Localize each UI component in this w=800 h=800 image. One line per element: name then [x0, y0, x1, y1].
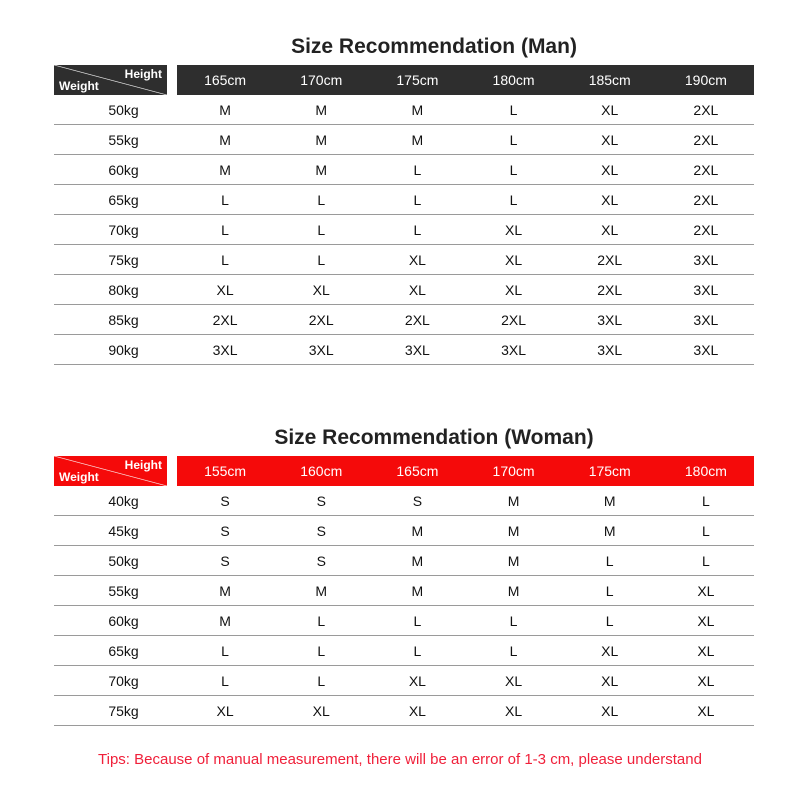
woman-size-cell: M [369, 516, 465, 546]
woman-size-cell: L [369, 636, 465, 666]
row-gap [167, 335, 177, 365]
man-size-cell: M [273, 95, 369, 125]
man-size-cell: 3XL [562, 305, 658, 335]
woman-table-row [54, 606, 754, 636]
woman-size-cell: XL [273, 696, 369, 726]
man-size-cell: L [465, 185, 561, 215]
man-weight-cell: 60kg [54, 155, 167, 185]
woman-weight-cell: 70kg [54, 666, 167, 696]
man-table-row [54, 245, 754, 275]
man-size-cell: L [465, 95, 561, 125]
man-corner-cell [54, 65, 167, 95]
woman-size-cell: XL [562, 666, 658, 696]
woman-size-cell: L [658, 516, 754, 546]
row-gap [167, 305, 177, 335]
woman-size-cell: M [465, 516, 561, 546]
man-size-cell: L [177, 185, 273, 215]
man-size-cell: L [465, 155, 561, 185]
woman-size-cell: M [273, 576, 369, 606]
woman-size-cell: XL [562, 696, 658, 726]
man-size-section [54, 32, 754, 365]
woman-size-cell: L [658, 486, 754, 516]
corner-height-label: Height [124, 458, 162, 472]
woman-table-row [54, 696, 754, 726]
woman-size-cell: M [369, 576, 465, 606]
man-size-cell: 3XL [658, 335, 754, 365]
woman-weight-cell: 75kg [54, 696, 167, 726]
man-size-cell: XL [465, 245, 561, 275]
man-height-header: 175cm [369, 65, 465, 95]
woman-size-cell: XL [369, 666, 465, 696]
man-size-cell: L [177, 245, 273, 275]
woman-height-header: 180cm [658, 456, 754, 486]
man-size-cell: 3XL [273, 335, 369, 365]
man-size-cell: XL [562, 95, 658, 125]
woman-size-section [54, 423, 754, 726]
man-size-cell: XL [465, 215, 561, 245]
woman-size-cell: L [177, 666, 273, 696]
woman-corner-cell [54, 456, 167, 486]
woman-size-cell: XL [562, 636, 658, 666]
man-table-row [54, 215, 754, 245]
man-height-header: 165cm [177, 65, 273, 95]
man-size-cell: 2XL [658, 125, 754, 155]
woman-height-header: 175cm [562, 456, 658, 486]
woman-size-cell: L [273, 666, 369, 696]
man-size-cell: 2XL [658, 155, 754, 185]
row-gap [167, 546, 177, 576]
woman-size-cell: M [177, 606, 273, 636]
woman-table-title: Size Recommendation (Woman) [274, 426, 594, 449]
man-height-header: 190cm [658, 65, 754, 95]
man-size-cell: L [465, 125, 561, 155]
man-size-cell: 3XL [177, 335, 273, 365]
man-size-cell: L [369, 185, 465, 215]
woman-weight-cell: 50kg [54, 546, 167, 576]
header-gap [167, 65, 177, 95]
woman-size-cell: L [177, 636, 273, 666]
man-height-header: 185cm [562, 65, 658, 95]
woman-size-cell: L [562, 546, 658, 576]
woman-size-cell: L [465, 636, 561, 666]
woman-height-header: 155cm [177, 456, 273, 486]
man-size-cell: 2XL [465, 305, 561, 335]
man-size-cell: M [177, 95, 273, 125]
woman-size-cell: M [369, 546, 465, 576]
man-size-cell: 2XL [562, 245, 658, 275]
woman-size-cell: L [562, 576, 658, 606]
woman-table-row [54, 546, 754, 576]
man-size-cell: 3XL [369, 335, 465, 365]
man-size-cell: 2XL [658, 215, 754, 245]
row-gap [167, 636, 177, 666]
row-gap [167, 185, 177, 215]
corner-height-label: Height [124, 67, 162, 81]
man-table-row [54, 95, 754, 125]
woman-table-row [54, 486, 754, 516]
row-gap [167, 125, 177, 155]
woman-size-cell: S [369, 486, 465, 516]
woman-size-cell: M [177, 576, 273, 606]
woman-weight-cell: 65kg [54, 636, 167, 666]
man-size-cell: XL [562, 125, 658, 155]
woman-size-cell: M [562, 516, 658, 546]
woman-height-header: 170cm [465, 456, 561, 486]
man-size-cell: XL [369, 275, 465, 305]
man-size-cell: XL [177, 275, 273, 305]
man-table-row [54, 185, 754, 215]
woman-size-cell: M [465, 546, 561, 576]
man-size-cell: L [273, 215, 369, 245]
row-gap [167, 576, 177, 606]
woman-table-row [54, 576, 754, 606]
man-table-title: Size Recommendation (Man) [291, 35, 577, 58]
man-size-cell: L [273, 245, 369, 275]
man-header-row [54, 65, 754, 95]
woman-weight-cell: 60kg [54, 606, 167, 636]
header-gap [167, 456, 177, 486]
man-size-cell: 2XL [658, 95, 754, 125]
woman-size-table [54, 456, 754, 726]
row-gap [167, 486, 177, 516]
woman-size-cell: S [273, 516, 369, 546]
man-weight-cell: 50kg [54, 95, 167, 125]
woman-size-cell: XL [658, 636, 754, 666]
man-size-cell: 2XL [658, 185, 754, 215]
row-gap [167, 245, 177, 275]
corner-weight-label: Weight [59, 79, 99, 93]
man-size-cell: XL [369, 245, 465, 275]
man-size-cell: 3XL [465, 335, 561, 365]
woman-size-cell: L [273, 636, 369, 666]
row-gap [167, 666, 177, 696]
woman-size-cell: M [465, 576, 561, 606]
woman-weight-cell: 45kg [54, 516, 167, 546]
woman-size-cell: S [273, 486, 369, 516]
man-size-cell: XL [465, 275, 561, 305]
man-weight-cell: 75kg [54, 245, 167, 275]
corner-weight-label: Weight [59, 470, 99, 484]
woman-height-header: 160cm [273, 456, 369, 486]
man-size-cell: L [273, 185, 369, 215]
man-weight-cell: 85kg [54, 305, 167, 335]
man-size-cell: 2XL [562, 275, 658, 305]
woman-size-cell: S [177, 486, 273, 516]
man-size-cell: M [369, 125, 465, 155]
man-size-cell: 3XL [658, 275, 754, 305]
woman-size-cell: L [658, 546, 754, 576]
woman-size-cell: XL [658, 576, 754, 606]
woman-size-cell: S [177, 516, 273, 546]
man-size-cell: M [273, 125, 369, 155]
man-table-row [54, 305, 754, 335]
man-size-cell: M [177, 155, 273, 185]
tips-note: Tips: Because of manual measurement, there will be an error of 1-3 cm, please understand [98, 751, 702, 768]
man-weight-cell: 80kg [54, 275, 167, 305]
row-gap [167, 95, 177, 125]
man-size-cell: L [369, 155, 465, 185]
man-size-cell: L [369, 215, 465, 245]
man-size-cell: 3XL [562, 335, 658, 365]
woman-size-cell: XL [465, 696, 561, 726]
woman-size-cell: XL [658, 606, 754, 636]
row-gap [167, 155, 177, 185]
woman-size-cell: M [465, 486, 561, 516]
woman-size-cell: XL [465, 666, 561, 696]
man-size-cell: M [273, 155, 369, 185]
row-gap [167, 696, 177, 726]
woman-size-cell: XL [177, 696, 273, 726]
row-gap [167, 275, 177, 305]
woman-size-cell: XL [658, 666, 754, 696]
woman-height-header: 165cm [369, 456, 465, 486]
man-table-row [54, 275, 754, 305]
woman-size-cell: XL [369, 696, 465, 726]
man-height-header: 180cm [465, 65, 561, 95]
man-weight-cell: 55kg [54, 125, 167, 155]
woman-size-cell: L [369, 606, 465, 636]
woman-size-cell: M [562, 486, 658, 516]
woman-table-row [54, 666, 754, 696]
man-size-cell: 3XL [658, 305, 754, 335]
woman-size-cell: L [562, 606, 658, 636]
man-weight-cell: 65kg [54, 185, 167, 215]
man-size-cell: 2XL [177, 305, 273, 335]
man-weight-cell: 70kg [54, 215, 167, 245]
man-table-row [54, 155, 754, 185]
woman-size-cell: L [273, 606, 369, 636]
man-size-cell: 2XL [369, 305, 465, 335]
woman-weight-cell: 55kg [54, 576, 167, 606]
woman-size-cell: S [273, 546, 369, 576]
man-height-header: 170cm [273, 65, 369, 95]
woman-size-cell: XL [658, 696, 754, 726]
row-gap [167, 516, 177, 546]
man-size-cell: M [369, 95, 465, 125]
man-table-row [54, 335, 754, 365]
woman-table-row [54, 636, 754, 666]
woman-header-row [54, 456, 754, 486]
man-size-cell: 3XL [658, 245, 754, 275]
man-size-cell: 2XL [273, 305, 369, 335]
row-gap [167, 606, 177, 636]
woman-weight-cell: 40kg [54, 486, 167, 516]
man-size-cell: M [177, 125, 273, 155]
row-gap [167, 215, 177, 245]
man-size-cell: XL [562, 155, 658, 185]
man-size-table [54, 65, 754, 365]
woman-size-cell: L [465, 606, 561, 636]
man-size-cell: XL [562, 215, 658, 245]
man-size-cell: XL [562, 185, 658, 215]
woman-size-cell: S [177, 546, 273, 576]
man-weight-cell: 90kg [54, 335, 167, 365]
man-size-cell: XL [273, 275, 369, 305]
man-table-row [54, 125, 754, 155]
man-size-cell: L [177, 215, 273, 245]
woman-table-row [54, 516, 754, 546]
